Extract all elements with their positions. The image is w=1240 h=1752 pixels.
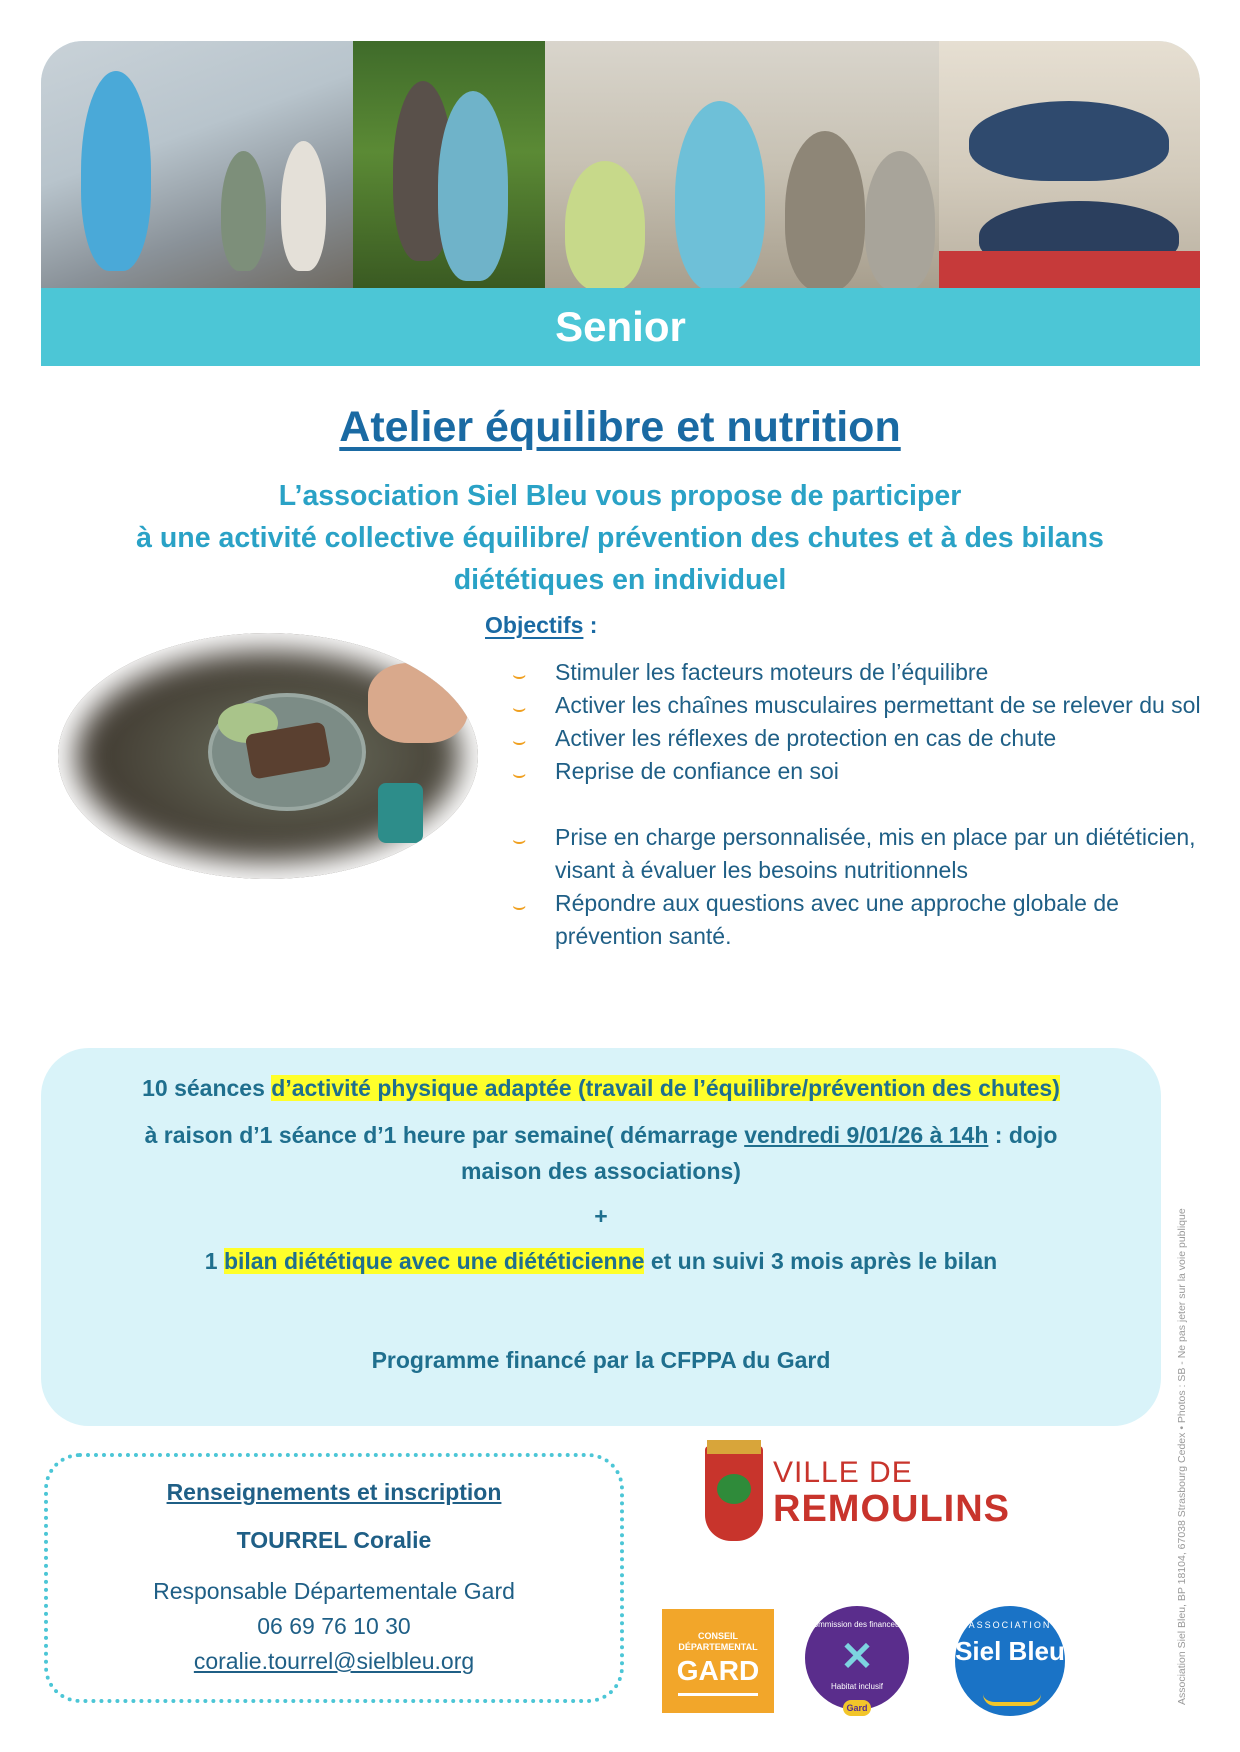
photo-nordic-walking [353,41,545,288]
contact-box [44,1453,624,1703]
remoulins-text: REMOULINS [773,1488,1010,1530]
siel-bleu-logo: ASSOCIATION Siel Bleu [955,1606,1065,1716]
program-line-1: 10 séances d’activité physique adaptée (travail de l’équilibre/prévention des chutes) [142,1075,1060,1101]
photo-strip [41,41,1200,288]
smile-bullet-icon: ⌣ [512,695,527,720]
senior-label: Senior [555,303,686,350]
conseil-departemental-gard-logo: CONSEIL DÉPARTEMENTAL GARD [662,1609,774,1713]
program-line-2: à raison d’1 séance d’1 heure par semaine( démarrage vendredi 9/01/26 à 14h : dojo [144,1122,1058,1148]
contact-phone[interactable]: 06 69 76 10 30 [257,1613,411,1639]
list-item: ⌣ Prise en charge personnalisée, mis en place par un diététicien, visant à évaluer les besoins nutritionnels [512,824,1196,883]
funding-note: Programme financé par la CFPPA du Gard [371,1347,831,1373]
smile-bullet-icon: ⌣ [512,761,527,786]
list-item: ⌣ Activer les chaînes musculaires permettant de se relever du sol [512,689,1217,722]
photo-seated-exercise [545,41,939,288]
program-box [41,1048,1161,1426]
photo-floor-exercise [939,41,1200,288]
smile-swoosh-icon [983,1694,1041,1706]
subtitle-line-2: à une activité collective équilibre/ prévention des chutes et à des bilans [136,522,1104,554]
smile-bullet-icon: ⌣ [512,662,527,687]
ville-de-remoulins-logo [705,1446,1035,1546]
smile-bullet-icon: ⌣ [512,728,527,753]
subtitle-line-3: diététiques en individuel [453,564,787,596]
contact-email-link[interactable]: coralie.tourrel@sielbleu.org [193,1648,475,1674]
program-line-4: 1 bilan diététique avec une diététicienne et un suivi 3 mois après le bilan [204,1248,998,1274]
vertical-footer [1176,1085,1196,1705]
commission-des-financeurs-logo: Commission des financeurs ✕ Habitat inclusif Gard [805,1606,909,1710]
ville-de-text: VILLE DE [773,1456,913,1489]
list-item: ⌣ Activer les réflexes de protection en cas de chute [512,722,1217,755]
header-banner [41,41,1200,366]
objectives-list [512,656,1217,953]
objectives-heading: Objectifs : [485,612,598,638]
contact-heading: Renseignements et inscription [166,1479,502,1505]
subtitle-line-1: L’association Siel Bleu vous propose de participer [278,480,962,512]
people-cross-icon: ✕ [840,1635,874,1679]
senior-bar [41,288,1200,366]
remoulins-crest-icon [705,1446,763,1541]
program-line-3: maison des associations) [461,1158,741,1184]
subtitle [40,475,1200,601]
contact-role: Responsable Départementale Gard [153,1578,515,1604]
footer-text: Association Siel Bleu, BP 18104, 67038 Strasbourg Cedex • Photos : SB - Ne pas jeter sur la voie publique [1176,1208,1188,1705]
smile-bullet-icon: ⌣ [512,827,527,852]
list-item: ⌣ Reprise de confiance en soi [512,755,1217,788]
page-title: Atelier équilibre et nutrition [339,403,901,451]
list-item: ⌣ Stimuler les facteurs moteurs de l’équilibre [512,656,1217,689]
program-plus: + [594,1203,608,1229]
photo-dance-class [41,41,353,288]
smile-bullet-icon: ⌣ [512,893,527,918]
photo-food-plate [58,633,478,879]
contact-name: TOURREL Coralie [236,1527,432,1553]
list-item: ⌣ Répondre aux questions avec une approche globale de prévention santé. [512,890,1119,949]
